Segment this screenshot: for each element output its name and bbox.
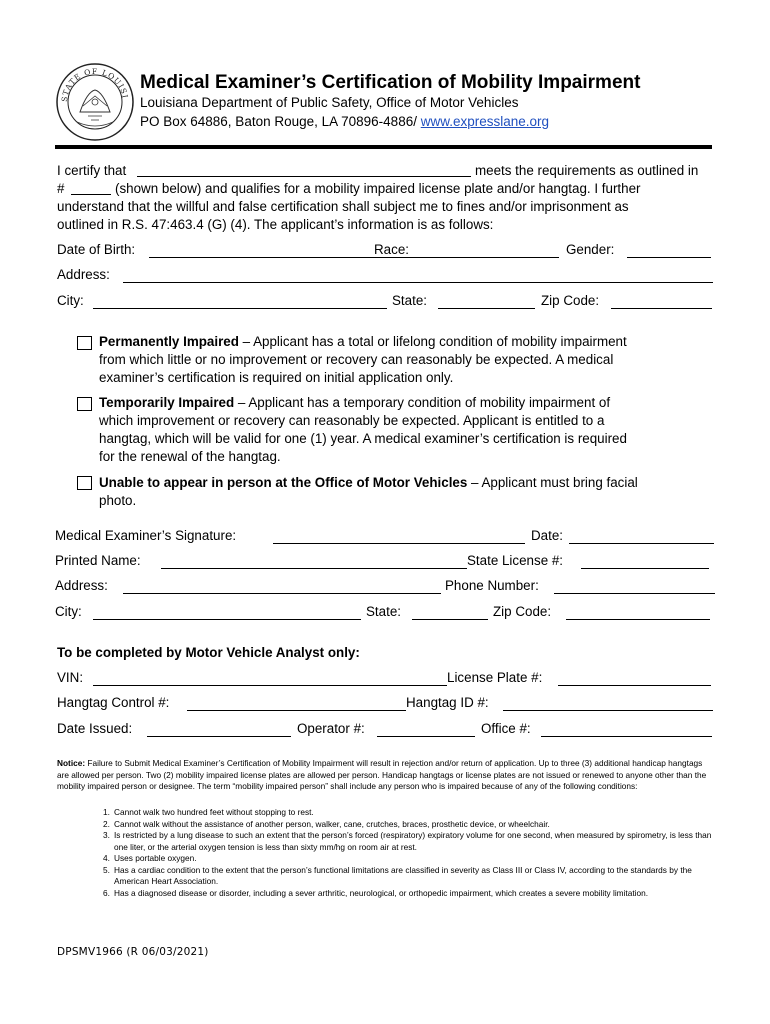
applicant-state-field[interactable] (438, 308, 535, 309)
certification-text (57, 162, 717, 234)
examiner-address-label: Address: (55, 578, 108, 593)
examiner-signature-label: Medical Examiner’s Signature: (55, 528, 237, 543)
certify-text-3: understand that the willful and false certification shall subject me to fines and/or imprisonment as (57, 199, 629, 214)
office-label: Office #: (481, 721, 531, 736)
examiner-row-2 (55, 553, 717, 571)
address-text: PO Box 64886, Baton Rouge, LA 70896-4886/ (140, 114, 421, 129)
vin-field[interactable] (93, 685, 447, 686)
option-permanent-text-1: – Applicant has a total or lifelong condition of mobility impairment (238, 334, 627, 349)
certify-label: I certify that (57, 163, 127, 178)
examiner-zip-field[interactable] (566, 619, 710, 620)
examiner-address-field[interactable] (123, 593, 441, 594)
date-issued-field[interactable] (147, 736, 291, 737)
list-item (103, 807, 713, 819)
state-seal (55, 62, 135, 142)
printed-name-field[interactable] (161, 568, 467, 569)
examiner-city-field[interactable] (93, 619, 361, 620)
notice-paragraph (57, 758, 713, 793)
phone-number-field[interactable] (554, 593, 715, 594)
condition-text: Cannot walk two hundred feet without stopping to rest. (114, 807, 314, 817)
condition-text: Is restricted by a lung disease to such an extent that the person’s forced (respiratory) expiratory volume for one second, when measured by spirometry, is less than one liter, or the arterial oxygen tension is less than sixty mm/hg on room air at rest. (114, 830, 712, 852)
list-number: 5. (103, 864, 110, 875)
applicant-row-3 (57, 293, 717, 311)
dob-label: Date of Birth: (57, 242, 136, 257)
option-temporary-text-3: hangtag, which will be valid for one (1) year. A medical examiner’s certification is required (99, 431, 627, 446)
unable-to-appear-checkbox[interactable] (77, 476, 92, 490)
option-permanent-title: Permanently Impaired (99, 334, 239, 349)
list-item (103, 865, 713, 888)
analyst-row-1 (57, 670, 717, 688)
state-license-label: State License #: (467, 553, 564, 568)
examiner-row-1 (55, 528, 717, 546)
examiner-state-field[interactable] (412, 619, 488, 620)
certify-text-4: outlined in R.S. 47:463.4 (G) (4). The applicant’s information is as follows: (57, 217, 494, 232)
hangtag-id-field[interactable] (503, 710, 713, 711)
race-label: Race: (374, 242, 409, 257)
form-title: Medical Examiner’s Certification of Mobility Impairment (140, 72, 641, 93)
examiner-row-4 (55, 604, 717, 622)
list-number: 6. (103, 887, 110, 898)
dob-field[interactable] (149, 257, 427, 258)
seal-text: STATE OF LOUISI (59, 66, 130, 103)
notice-label: Notice: (57, 758, 86, 768)
applicant-row-1 (57, 242, 717, 260)
race-field[interactable] (417, 257, 559, 258)
examiner-city-label: City: (55, 604, 82, 619)
address-line (140, 114, 549, 129)
temporarily-impaired-checkbox[interactable] (77, 397, 92, 411)
hash-label: # (57, 181, 65, 196)
option-unable-text-1: – Applicant must bring facial (467, 475, 638, 490)
examiner-zip-label: Zip Code: (493, 604, 552, 619)
option-permanent (99, 333, 719, 387)
option-unable-text-2: photo. (99, 493, 137, 508)
applicant-zip-label: Zip Code: (541, 293, 600, 308)
gender-label: Gender: (566, 242, 615, 257)
phone-number-label: Phone Number: (445, 578, 539, 593)
applicant-state-label: State: (392, 293, 427, 308)
option-temporary-text-2: which improvement or recovery can reasonably be expected. Applicant is entitled to a (99, 413, 605, 428)
list-item (103, 819, 713, 831)
condition-text: Has a diagnosed disease or disorder, including a sever arthritic, neurological, or orthopedic impairment, which creates a severe mobility limitation. (114, 887, 649, 898)
option-temporary-title: Temporarily Impaired (99, 395, 235, 410)
applicant-zip-field[interactable] (611, 308, 712, 309)
analyst-row-2 (57, 695, 717, 713)
hangtag-id-label: Hangtag ID #: (406, 695, 489, 710)
hangtag-control-label: Hangtag Control #: (57, 695, 170, 710)
certify-text-1: meets the requirements as outlined in (475, 163, 699, 178)
svg-text:STATE OF LOUISIANA (55, 62, 130, 102)
option-temporary-text-4: for the renewal of the hangtag. (99, 449, 281, 464)
condition-text: Has a cardiac condition to the extent that the person’s functional limitations are classified in severity as Class III or Class IV, according to the standards by the American Heart Association. (114, 864, 692, 886)
form-id: DPSMV1966 (R 06/03/2021) (57, 946, 209, 958)
option-permanent-text-2: from which little or no improvement or recovery can reasonably be expected. A medical (99, 352, 614, 367)
website-link[interactable]: www.expresslane.org (420, 114, 550, 129)
operator-label: Operator #: (297, 721, 365, 736)
option-temporary (99, 394, 719, 466)
gender-field[interactable] (627, 257, 711, 258)
analyst-heading: To be completed by Motor Vehicle Analyst only: (57, 645, 360, 660)
list-item (103, 853, 713, 865)
hangtag-control-field[interactable] (187, 710, 406, 711)
condition-text: Uses portable oxygen. (114, 853, 197, 863)
notice-text: Failure to Submit Medical Examiner’s Certification of Mobility Impairment will result in rejection and/or return of application. Up to three (3) additional handicap hangtags are allowed per person. Two (2) mobility impaired license plates are allowed per person. Handicap hangtags or license plates are not issued or renewed to anyone other than the mobility impaired person or designee. The term “mobility impaired person” shall include any person who is impaired because of any of the following conditions: (57, 758, 707, 791)
list-number: 2. (103, 818, 110, 829)
date-issued-label: Date Issued: (57, 721, 133, 736)
examiner-date-field[interactable] (569, 543, 714, 544)
option-unable (99, 474, 719, 510)
list-number: 4. (103, 853, 110, 863)
examiner-row-3 (55, 578, 717, 596)
vin-label: VIN: (57, 670, 84, 685)
certify-text-2: (shown below) and qualifies for a mobility impaired license plate and/or hangtag. I further (115, 181, 641, 196)
analyst-row-3 (57, 721, 717, 739)
applicant-city-label: City: (57, 293, 84, 308)
conditions-list (103, 807, 713, 899)
printed-name-label: Printed Name: (55, 553, 141, 568)
applicant-city-field[interactable] (93, 308, 387, 309)
permanently-impaired-checkbox[interactable] (77, 336, 92, 350)
examiner-date-label: Date: (531, 528, 564, 543)
option-temporary-text-1: – Applicant has a temporary condition of mobility impairment of (234, 395, 611, 410)
list-number: 1. (103, 807, 110, 817)
header-rule (55, 145, 712, 149)
list-item (103, 888, 713, 900)
list-number: 3. (103, 830, 110, 840)
list-item (103, 830, 713, 853)
examiner-state-label: State: (366, 604, 401, 619)
office-field[interactable] (541, 736, 712, 737)
operator-field[interactable] (377, 736, 475, 737)
state-license-field[interactable] (581, 568, 709, 569)
applicant-address-label: Address: (57, 267, 110, 282)
license-plate-label: License Plate #: (447, 670, 543, 685)
applicant-address-field[interactable] (123, 282, 713, 283)
license-plate-field[interactable] (558, 685, 711, 686)
applicant-name-field[interactable] (137, 176, 471, 177)
option-permanent-text-3: examiner’s certification is required on initial application only. (99, 370, 454, 385)
examiner-signature-field[interactable] (273, 543, 525, 544)
condition-number-field[interactable] (71, 194, 111, 195)
condition-text: Cannot walk without the assistance of another person, walker, cane, crutches, braces, prosthetic device, or wheelchair. (114, 818, 550, 829)
option-unable-title: Unable to appear in person at the Office of Motor Vehicles (99, 475, 468, 490)
agency-line: Louisiana Department of Public Safety, Office of Motor Vehicles (140, 95, 519, 110)
applicant-row-2 (57, 267, 717, 285)
